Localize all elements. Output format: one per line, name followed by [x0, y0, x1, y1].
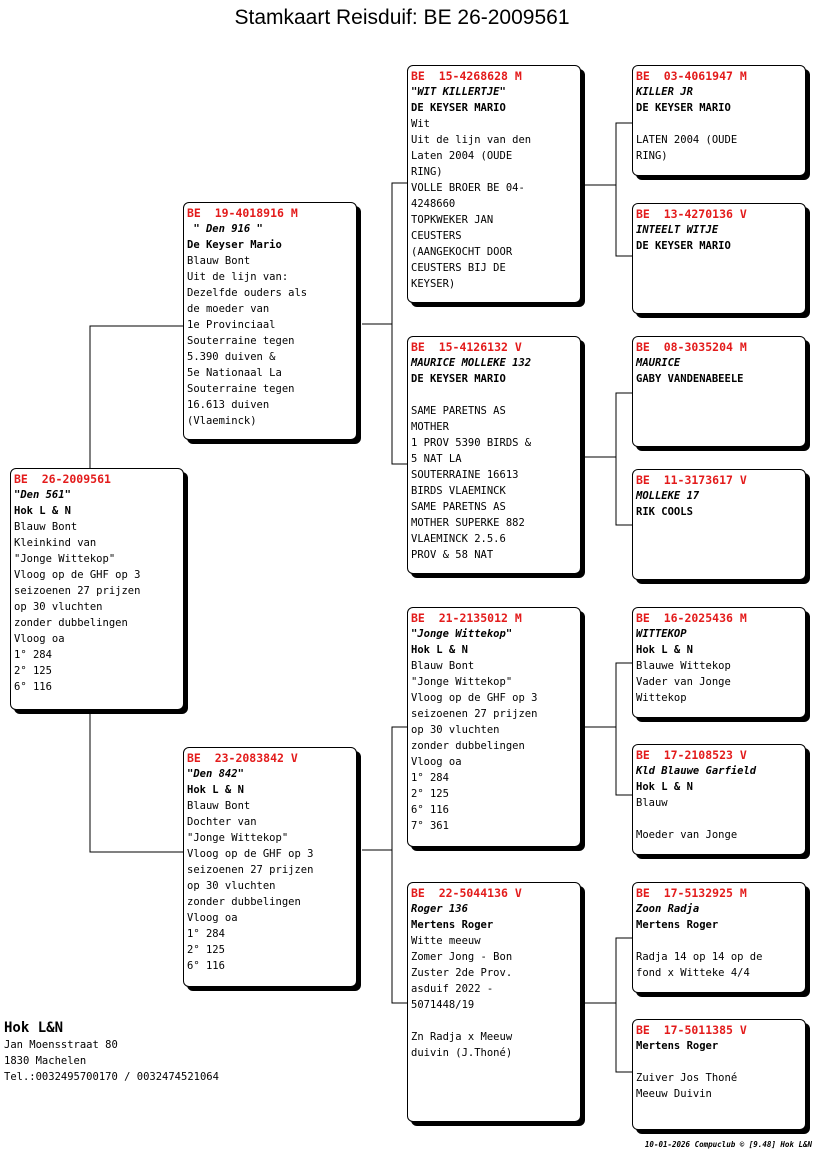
pigeon-notes: Radja 14 op 14 op de fond x Witteke 4/4 [636, 951, 763, 979]
pigeon-name: Zoon Radja [636, 903, 700, 915]
breeder-name: DE KEYSER MARIO [636, 240, 731, 252]
connector-father-ff [362, 183, 408, 324]
ring-number: BE 17-5132925 M [636, 886, 747, 900]
pigeon-name: " Den 916 " [187, 223, 263, 235]
pedigree-card-fmm [632, 469, 806, 580]
pigeon-name: Kld Blauwe Garfield [636, 765, 757, 777]
pedigree-card-ff [407, 65, 581, 303]
ring-number: BE 17-2108523 V [636, 748, 747, 762]
pedigree-card-father [183, 202, 357, 440]
pigeon-notes: LATEN 2004 (OUDE RING) [636, 134, 738, 162]
pigeon-name: Roger 136 [411, 903, 468, 915]
ring-number: BE 16-2025436 M [636, 611, 747, 625]
pedigree-card-fm [407, 336, 581, 574]
pigeon-notes: SAME PARETNS AS MOTHER 1 PROV 5390 BIRDS & 5 NAT LA SOUTERRAINE 16613 BIRDS VLAEMINCK SAME PARETNS AS MOTHER SUPERKE 882 VLAEMINCK 2.5.6 PROV & 58 NAT [411, 405, 532, 561]
pigeon-name: "Den 842" [187, 768, 244, 780]
pigeon-name: WITTEKOP [636, 628, 687, 640]
pigeon-notes: Blauw Bont Dochter van "Jonge Wittekop" Vloog op de GHF op 3 seizoenen 27 prijzen op 30 vluchten zonder dubbelingen Vloog oa 1° 284 2° 125 6° 116 [187, 800, 314, 972]
breeder-name: DE KEYSER MARIO [411, 102, 506, 114]
owner-info [4, 1019, 219, 1085]
connector-mf-mfm [616, 727, 632, 795]
pigeon-name: MAURICE [636, 357, 681, 369]
ring-number: BE 13-4270136 V [636, 207, 747, 221]
breeder-name: Hok L & N [636, 781, 693, 793]
pigeon-notes: Wit Uit de lijn van den Laten 2004 (OUDE RING) VOLLE BROER BE 04- 4248660 TOPKWEKER JAN CEUSTERS (AANGEKOCHT DOOR CEUSTERS BIJ DE KEYSER) [411, 118, 532, 290]
connector-fm-fmm [616, 457, 632, 525]
breeder-name: Hok L & N [636, 644, 693, 656]
breeder-name: DE KEYSER MARIO [411, 373, 506, 385]
ring-number: BE 15-4126132 V [411, 340, 522, 354]
ring-number: BE 21-2135012 M [411, 611, 522, 625]
breeder-name: De Keyser Mario [187, 239, 282, 251]
ring-number: BE 22-5044136 V [411, 886, 522, 900]
connector-self-mother [90, 712, 184, 852]
breeder-name: DE KEYSER MARIO [636, 102, 731, 114]
ring-number: BE 11-3173617 V [636, 473, 747, 487]
ring-number: BE 15-4268628 M [411, 69, 522, 83]
connector-mother-mm [392, 850, 408, 1003]
ring-number: BE 23-2083842 V [187, 751, 298, 765]
pedigree-card-ffm [632, 203, 806, 314]
pedigree-card-fmf [632, 336, 806, 447]
pigeon-name: MAURICE MOLLEKE 132 [411, 357, 532, 369]
connector-self-father [90, 326, 184, 468]
breeder-name: Mertens Roger [636, 1040, 719, 1052]
breeder-name: RIK COOLS [636, 506, 693, 518]
pedigree-card-mm [407, 882, 581, 1122]
breeder-name: GABY VANDENABEELE [636, 373, 744, 385]
ring-number: BE 03-4061947 M [636, 69, 747, 83]
pedigree-card-self [10, 468, 184, 710]
breeder-name: Hok L & N [187, 784, 244, 796]
pigeon-notes: Zuiver Jos Thoné Meeuw Duivin [636, 1072, 738, 1100]
breeder-name: Mertens Roger [411, 919, 494, 931]
owner-city: 1830 Machelen [4, 1055, 87, 1067]
pigeon-name: "Jonge Wittekop" [411, 628, 513, 640]
breeder-name: Mertens Roger [636, 919, 719, 931]
breeder-name: Hok L & N [411, 644, 468, 656]
pedigree-card-fff [632, 65, 806, 176]
connector-ff-fff [585, 123, 632, 185]
connector-mf-mff [585, 663, 632, 727]
footer-credits: 10-01-2026 Compuclub © [9.48] Hok L&N [644, 1140, 812, 1149]
pigeon-notes: Witte meeuw Zomer Jong - Bon Zuster 2de Prov. asduif 2022 - 5071448/19 Zn Radja x Meeuw duivin (J.Thoné) [411, 935, 513, 1059]
pigeon-notes: Blauw Bont Kleinkind van "Jonge Wittekop" Vloog op de GHF op 3 seizoenen 27 prijzen op 30 vluchten zonder dubbelingen Vloog oa 1° 284 2° 125 6° 116 [14, 521, 141, 693]
connector-ff-ffm [616, 185, 632, 256]
ring-number: BE 08-3035204 M [636, 340, 747, 354]
pigeon-name: INTEELT WITJE [636, 224, 719, 236]
connector-mm-mmm [616, 1003, 632, 1072]
breeder-name: Hok L & N [14, 505, 71, 517]
ring-number: BE 17-5011385 V [636, 1023, 747, 1037]
pigeon-name: KILLER JR [636, 86, 693, 98]
pedigree-card-mmf [632, 882, 806, 993]
pigeon-notes: Blauwe Wittekop Vader van Jonge Wittekop [636, 660, 731, 704]
owner-address: Jan Moensstraat 80 [4, 1039, 118, 1051]
pedigree-card-mmm [632, 1019, 806, 1130]
pigeon-name: "Den 561" [14, 489, 71, 501]
ring-number: BE 26-2009561 [14, 472, 111, 486]
page-title: Stamkaart Reisduif: BE 26-2009561 [234, 6, 570, 29]
owner-name: Hok L&N [4, 1020, 64, 1036]
pigeon-name: "WIT KILLERTJE" [411, 86, 506, 98]
pedigree-card-mf [407, 607, 581, 847]
pigeon-name: MOLLEKE 17 [636, 490, 700, 502]
ring-number: BE 19-4018916 M [187, 206, 298, 220]
connector-fm-fmf [585, 393, 632, 457]
pigeon-notes: Blauw Bont Uit de lijn van: Dezelfde ouders als de moeder van 1e Provinciaal Souterraine tegen 5.390 duiven & 5e Nationaal La Souterraine tegen 16.613 duiven (Vlaeminck) [187, 255, 308, 427]
pedigree-card-mfm [632, 744, 806, 855]
connector-mm-mmf [585, 938, 632, 1003]
pedigree-card-mff [632, 607, 806, 718]
connector-father-fm [392, 324, 408, 464]
pigeon-notes: Blauw Bont "Jonge Wittekop" Vloog op de GHF op 3 seizoenen 27 prijzen op 30 vluchten zonder dubbelingen Vloog oa 1° 284 2° 125 6° 116 7° 361 [411, 660, 538, 832]
pigeon-notes: Blauw Moeder van Jonge [636, 797, 738, 841]
pedigree-card-mother [183, 747, 357, 987]
connector-mother-mf [362, 727, 408, 850]
owner-phone: Tel.:0032495700170 / 0032474521064 [4, 1071, 219, 1083]
